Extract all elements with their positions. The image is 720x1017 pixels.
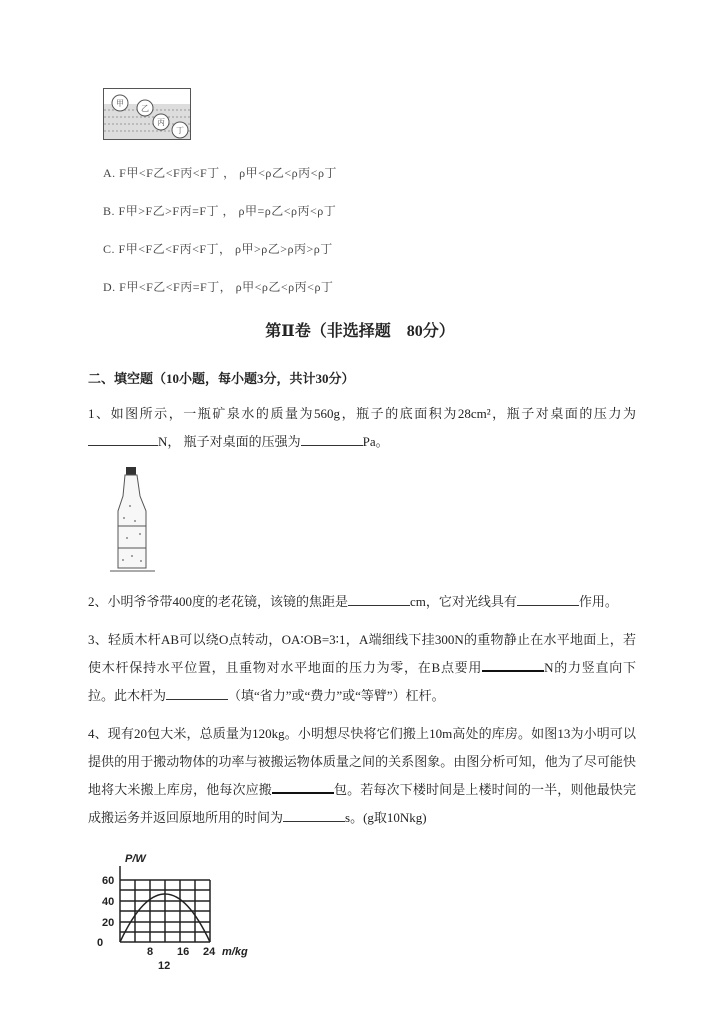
answer-blank[interactable] xyxy=(88,433,158,446)
y-tick: 20 xyxy=(102,917,115,929)
q1-text: 瓶子对桌面的压强为 xyxy=(183,434,301,449)
questions-column xyxy=(88,400,636,1006)
answer-blank[interactable] xyxy=(348,593,410,606)
water-bottle-figure xyxy=(110,466,636,580)
ball-label: 乙 xyxy=(141,104,149,113)
x-tick: 8 xyxy=(147,946,154,958)
q2-text: 2、小明爷爷带400度的老花镜，该镜的焦距是 xyxy=(88,594,349,609)
option-text: F甲<F乙<F丙<F丁， ρ甲>ρ乙>ρ丙>ρ丁 xyxy=(118,242,333,256)
option-text: F甲<F乙<F丙=F丁， ρ甲<ρ乙<ρ丙<ρ丁 xyxy=(119,280,334,294)
question-1 xyxy=(88,400,636,456)
y-tick: 40 xyxy=(102,896,115,908)
option-text: F甲<F乙<F丙<F丁 ， ρ甲<ρ乙<ρ丙<ρ丁 xyxy=(119,166,337,180)
option-label: C. xyxy=(103,242,116,256)
option-label: D. xyxy=(103,280,116,294)
option-text: F甲>F乙>F丙=F丁 ， ρ甲=ρ乙<ρ丙<ρ丁 xyxy=(118,204,337,218)
handwritten-label: 12 xyxy=(158,960,171,972)
answer-blank[interactable] xyxy=(272,780,334,794)
tank-illustration xyxy=(103,88,191,140)
part-title: 第Ⅱ卷（非选择题 80分） xyxy=(265,323,455,340)
option-b[interactable] xyxy=(103,202,336,219)
q2-text: 作用。 xyxy=(578,594,618,609)
y-tick: 60 xyxy=(102,875,115,887)
floating-balls-figure xyxy=(103,88,191,140)
q3-text: （填“省力”或“费力”或“等臂”）杠杆。 xyxy=(228,688,445,703)
ball-label: 丙 xyxy=(157,118,165,127)
q1-unit: N， xyxy=(158,434,181,449)
q3-text: 3、轻质木杆AB可以绕O点转动，OA∶OB=3∶1，A端细线下挂300N的重物静止在水平地面上，若使木杆保持水平位置，且重物对水平地面的压力为零，在B点要用 xyxy=(88,632,636,675)
answer-blank[interactable] xyxy=(283,809,345,822)
bottle-illustration xyxy=(110,466,155,576)
q4-text: 包。若每次下楼时间是上楼时间的一半，则他最快完成搬运务并返回原地所用的时间为 xyxy=(88,782,636,825)
question-3 xyxy=(88,626,636,710)
answer-blank[interactable] xyxy=(482,658,544,672)
question-2 xyxy=(88,588,636,616)
option-d[interactable] xyxy=(103,278,333,295)
section-title: 二、填空题（10小题，每小题3分，共计30分） xyxy=(88,371,355,386)
option-a[interactable] xyxy=(103,164,337,181)
answer-blank[interactable] xyxy=(517,593,579,606)
answer-blank[interactable] xyxy=(166,687,228,700)
y-tick: 0 xyxy=(97,937,104,949)
q1-unit: Pa。 xyxy=(362,434,389,449)
q1-text: 1、如图所示，一瓶矿泉水的质量为560g，瓶子的底面积为28cm²，瓶子对桌面的压力为 xyxy=(88,406,636,421)
q3-text: N的力竖直向下拉。此木杆为 xyxy=(88,660,637,703)
question-4 xyxy=(88,720,636,832)
x-tick: 16 xyxy=(177,946,190,958)
option-label: B. xyxy=(103,204,116,218)
ball-label: 甲 xyxy=(116,99,124,108)
y-axis-label: P/W xyxy=(125,853,146,865)
ball-label: 丁 xyxy=(176,126,184,135)
q2-text: cm，它对光线具有 xyxy=(410,594,517,609)
q4-text: s。(g取10Nkg) xyxy=(345,810,427,825)
x-tick: 24 xyxy=(203,946,216,958)
option-c[interactable] xyxy=(103,240,333,257)
q4-text: 4、现有20包大米，总质量为120kg。小明想尽快将它们搬上10m高处的库房。如图13为小明可以提供的用于搬动物体的功率与被搬运物体质量之间的关系图象。由图分析可知，他为了尽可能快地将大米搬上库房，他每次应搬 xyxy=(88,726,636,797)
power-mass-graph xyxy=(95,850,636,976)
option-label: A. xyxy=(103,166,116,180)
x-axis-label: m/kg xyxy=(222,946,248,958)
answer-blank[interactable] xyxy=(301,433,363,446)
